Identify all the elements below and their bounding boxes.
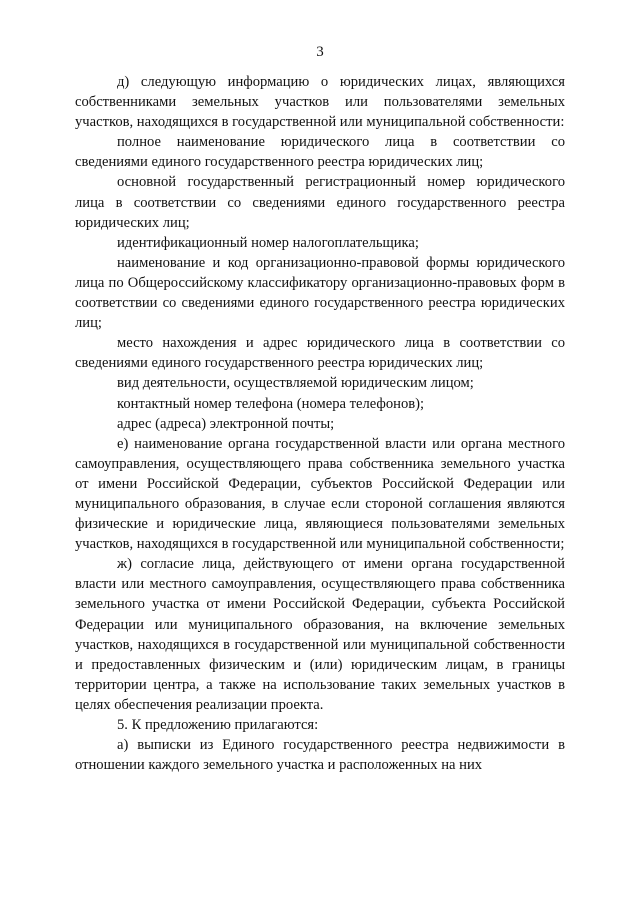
paragraph-inn: идентификационный номер налогоплательщика;	[117, 234, 419, 251]
paragraph-phone: контактный номер телефона (номера телефонов);	[117, 395, 425, 412]
page-number: 3	[316, 44, 324, 60]
paragraph-ogrn: основной государственный регистрационный номер юридического лица в соответствии со сведениями единого государственного реестра юридических лиц;	[75, 174, 565, 231]
paragraph-zh-consent: ж) согласие лица, действующего от имени органа государственной власти или местного самоуправления, осуществляющего права собственника земельного участка от имени Российской Федерации, субъекта Российской Федерации или муниципального образования, на включение земельных участков, находящихся в государственной или муниципальной собственности и предоставленных физическим и (или) юридическим лицам, в границы территории центра, а также на использование таких земельных участков в целях обеспечения реализации проекта.	[75, 556, 565, 713]
paragraph-legal-form: наименование и код организационно-правовой формы юридического лица по Общероссийскому классификатору организационно-правовых форм в соответствии со сведениями единого государственного реестра юридических лиц;	[75, 254, 565, 332]
paragraph-d-legal-entity-info: д) следующую информацию о юридических лицах, являющихся собственниками земельных участков или пользователями земельных участков, находящихся в государственной или муниципальной собственности:	[75, 74, 565, 131]
paragraph-email: адрес (адреса) электронной почты;	[117, 415, 335, 432]
paragraph-a-extracts: а) выписки из Единого государственного реестра недвижимости в отношении каждого земельного участка и расположенных на них	[75, 737, 565, 774]
paragraph-e-authority: е) наименование органа государственной власти или органа местного самоуправления, осуществляющего права собственника земельного участка от имени Российской Федерации, субъектов Российской Федерации или муниципального образования, в случае если стороной соглашения являются физические и юридические лица, являющиеся пользователями земельных участков, находящихся в государственной или муниципальной собственности;	[75, 435, 565, 553]
paragraph-address: место нахождения и адрес юридического лица в соответствии со сведениями единого государственного реестра юридических лиц;	[75, 335, 565, 372]
paragraph-full-name: полное наименование юридического лица в соответствии со сведениями единого государственного реестра юридических лиц;	[75, 134, 565, 171]
document-body	[75, 72, 565, 775]
paragraph-5-attachments: 5. К предложению прилагаются:	[117, 717, 319, 733]
paragraph-activity: вид деятельности, осуществляемой юридическим лицом;	[117, 375, 474, 392]
